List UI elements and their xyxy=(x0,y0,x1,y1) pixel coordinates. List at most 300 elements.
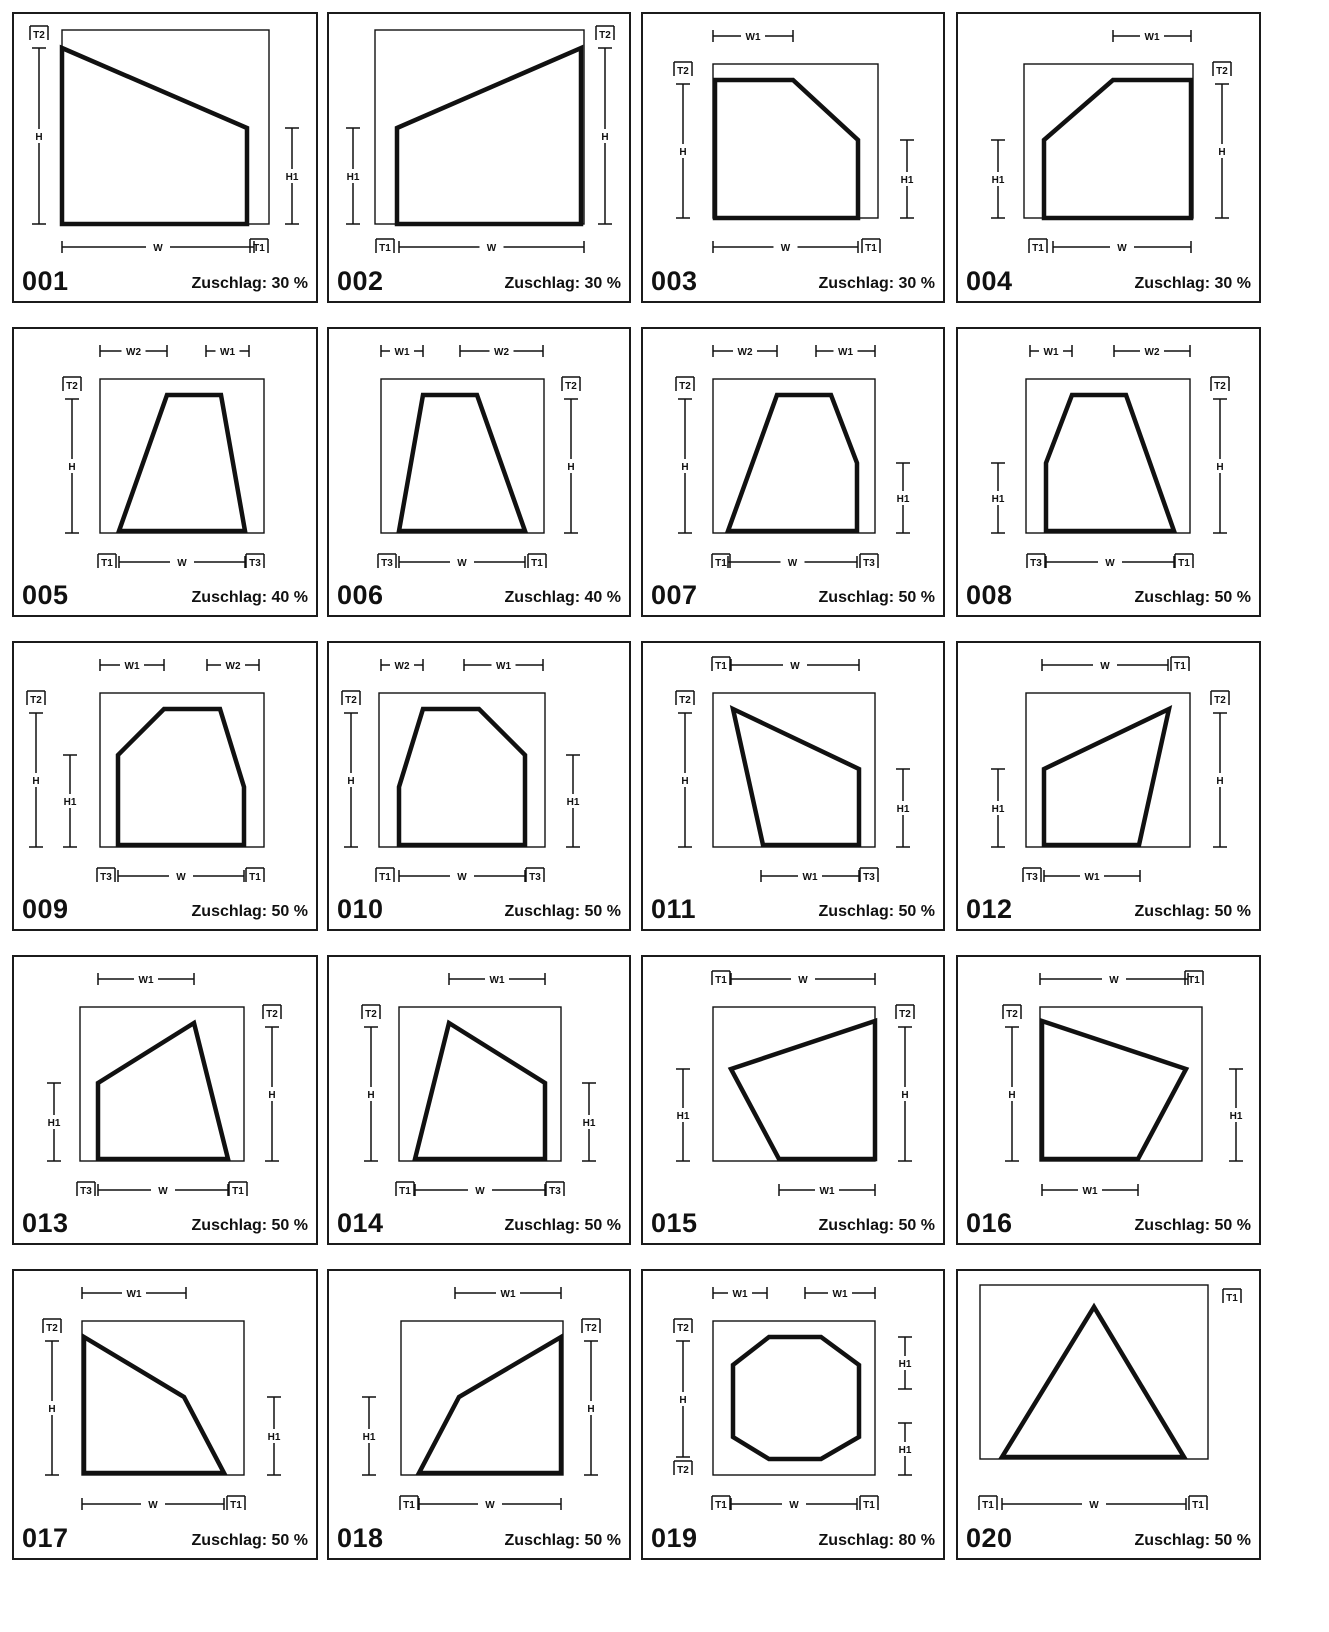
svg-text:W1: W1 xyxy=(832,1289,848,1300)
shape-number: 016 xyxy=(966,1208,1013,1238)
shape-number: 011 xyxy=(651,894,697,924)
svg-text:W1: W1 xyxy=(819,1186,835,1197)
dimension-w xyxy=(399,240,584,254)
shape-number: 013 xyxy=(22,1208,69,1238)
glass-shape-outline xyxy=(1044,80,1191,218)
dimension-h1 xyxy=(359,1397,379,1475)
svg-text:W2: W2 xyxy=(494,347,509,358)
shape-card xyxy=(956,1269,1261,1560)
svg-text:H: H xyxy=(679,147,687,158)
dimension-t1 xyxy=(400,1496,418,1511)
shape-number: 017 xyxy=(22,1523,69,1553)
svg-text:T1: T1 xyxy=(403,1500,415,1511)
shape-card xyxy=(956,12,1261,303)
dimension-t3 xyxy=(546,1182,564,1197)
dimension-w2 xyxy=(381,658,423,672)
svg-text:T1: T1 xyxy=(715,558,727,569)
svg-text:W1: W1 xyxy=(138,975,154,986)
svg-text:H1: H1 xyxy=(676,1111,690,1122)
glass-shape-outline xyxy=(731,1021,875,1159)
dimension-t3 xyxy=(1023,868,1041,883)
svg-text:W1: W1 xyxy=(220,347,235,358)
surcharge-label: Zuschlag: 50 % xyxy=(504,1532,621,1549)
shape-card xyxy=(956,955,1261,1245)
dimension-h xyxy=(341,713,361,847)
dimension-w1 xyxy=(100,658,164,672)
svg-text:T3: T3 xyxy=(80,1186,92,1197)
shape-number: 003 xyxy=(651,266,698,296)
glass-shape-outline xyxy=(84,1337,224,1473)
dimension-w2 xyxy=(1114,344,1190,358)
shape-diagram xyxy=(643,14,947,305)
dimension-w1 xyxy=(449,972,545,986)
dimension-w1 xyxy=(464,658,543,672)
glass-shape-outline xyxy=(118,709,244,845)
svg-text:T1: T1 xyxy=(715,975,727,986)
svg-text:T2: T2 xyxy=(30,695,42,706)
surcharge-label: Zuschlag: 30 % xyxy=(504,275,621,292)
svg-text:W: W xyxy=(1100,661,1110,672)
glass-shape-outline xyxy=(1002,1307,1184,1457)
dimension-w1 xyxy=(816,344,875,358)
dimension-w1 xyxy=(1044,869,1140,883)
svg-text:T3: T3 xyxy=(100,872,112,883)
svg-text:H: H xyxy=(68,462,76,473)
svg-text:T2: T2 xyxy=(585,1323,597,1334)
svg-text:H1: H1 xyxy=(362,1432,376,1443)
shape-card xyxy=(327,327,631,617)
dimension-w xyxy=(713,240,858,254)
svg-text:W: W xyxy=(158,1186,168,1197)
dimension-t2 xyxy=(562,377,580,392)
dimension-t1 xyxy=(1171,657,1189,672)
svg-text:H1: H1 xyxy=(47,1118,61,1129)
svg-text:W2: W2 xyxy=(394,661,410,672)
dimension-w2 xyxy=(207,658,259,672)
svg-text:W1: W1 xyxy=(838,347,853,358)
dimension-h xyxy=(675,713,695,847)
svg-text:H: H xyxy=(1216,776,1224,787)
dimension-t2 xyxy=(30,26,48,41)
surcharge-label: Zuschlag: 50 % xyxy=(504,1217,621,1234)
dimension-t3 xyxy=(378,554,396,569)
shape-card xyxy=(12,1269,318,1560)
svg-text:T2: T2 xyxy=(1214,695,1226,706)
svg-text:H: H xyxy=(901,1090,909,1101)
svg-text:H: H xyxy=(1216,462,1224,473)
dimension-t2 xyxy=(1211,377,1229,392)
svg-text:H1: H1 xyxy=(896,804,910,815)
svg-text:W1: W1 xyxy=(1043,347,1059,358)
shape-card xyxy=(641,955,945,1245)
dimension-h xyxy=(62,399,82,533)
shape-diagram xyxy=(14,643,320,933)
svg-text:T1: T1 xyxy=(232,1186,244,1197)
dimension-t2 xyxy=(1211,691,1229,706)
dimension-w xyxy=(82,1497,224,1511)
svg-text:H1: H1 xyxy=(898,1359,912,1370)
shape-number: 020 xyxy=(966,1523,1013,1553)
svg-text:H1: H1 xyxy=(346,172,360,183)
shape-card xyxy=(641,641,945,931)
shape-number: 009 xyxy=(22,894,69,924)
dimension-w1 xyxy=(455,1286,561,1300)
svg-text:W: W xyxy=(457,872,467,883)
svg-text:T1: T1 xyxy=(399,1186,411,1197)
dimension-t1 xyxy=(860,1496,878,1511)
glass-shape-outline xyxy=(733,1337,859,1459)
glass-shape-outline xyxy=(415,1023,545,1159)
dimension-t2 xyxy=(63,377,81,392)
dimension-w xyxy=(415,1183,545,1197)
shape-card xyxy=(327,641,631,931)
svg-text:T2: T2 xyxy=(677,66,689,77)
svg-text:T2: T2 xyxy=(899,1009,911,1020)
shape-card xyxy=(327,955,631,1245)
dimension-w1 xyxy=(98,972,194,986)
bounding-frame xyxy=(401,1321,563,1475)
shape-card xyxy=(641,327,945,617)
svg-text:H1: H1 xyxy=(267,1432,281,1443)
svg-text:H: H xyxy=(587,1404,595,1415)
bounding-frame xyxy=(713,693,875,847)
surcharge-label: Zuschlag: 50 % xyxy=(1134,1217,1251,1234)
surcharge-label: Zuschlag: 50 % xyxy=(191,1532,308,1549)
svg-text:H: H xyxy=(567,462,575,473)
dimension-h xyxy=(895,1027,915,1161)
svg-text:T3: T3 xyxy=(249,558,261,569)
dimension-t1 xyxy=(376,239,394,254)
bounding-frame xyxy=(713,64,878,218)
glass-shape-outline xyxy=(1044,709,1169,845)
dimension-t1 xyxy=(227,1496,245,1511)
dimension-w xyxy=(399,555,525,569)
dimension-h1 xyxy=(264,1397,284,1475)
svg-text:T3: T3 xyxy=(381,558,393,569)
dimension-h xyxy=(673,1341,693,1457)
dimension-w1 xyxy=(206,344,249,358)
svg-text:H1: H1 xyxy=(900,175,914,186)
dimension-h xyxy=(262,1027,282,1161)
dimension-w2 xyxy=(460,344,543,358)
shape-diagram xyxy=(329,643,633,933)
dimension-h xyxy=(26,713,46,847)
shape-number: 008 xyxy=(966,580,1013,610)
svg-text:W: W xyxy=(177,558,187,569)
svg-text:T1: T1 xyxy=(379,872,391,883)
svg-text:H1: H1 xyxy=(991,175,1005,186)
shape-diagram xyxy=(329,957,633,1247)
shape-card xyxy=(327,12,631,303)
dimension-h1 xyxy=(563,755,583,847)
svg-text:T3: T3 xyxy=(1030,558,1042,569)
svg-text:T2: T2 xyxy=(677,1323,689,1334)
svg-text:W2: W2 xyxy=(126,347,141,358)
dimension-h1 xyxy=(44,1083,64,1161)
svg-text:T2: T2 xyxy=(565,381,577,392)
shape-diagram xyxy=(14,14,320,305)
dimension-h1 xyxy=(895,1337,915,1389)
svg-text:H1: H1 xyxy=(566,797,580,808)
dimension-t1 xyxy=(376,868,394,883)
dimension-h1 xyxy=(895,1423,915,1475)
svg-text:H: H xyxy=(48,1404,56,1415)
surcharge-label: Zuschlag: 50 % xyxy=(818,589,935,606)
dimension-h1 xyxy=(343,128,363,224)
svg-text:W: W xyxy=(153,243,163,254)
svg-text:W1: W1 xyxy=(732,1289,748,1300)
dimension-t3 xyxy=(860,868,878,883)
dimension-h1 xyxy=(60,755,80,847)
shape-diagram xyxy=(643,1271,947,1562)
surcharge-label: Zuschlag: 40 % xyxy=(504,589,621,606)
dimension-h xyxy=(1210,399,1230,533)
dimension-t1 xyxy=(1223,1289,1241,1304)
glass-shape-outline xyxy=(733,709,859,845)
svg-text:W: W xyxy=(486,243,497,254)
svg-text:T1: T1 xyxy=(865,243,877,254)
svg-text:W: W xyxy=(475,1186,485,1197)
shape-card xyxy=(641,12,945,303)
svg-text:T1: T1 xyxy=(1226,1293,1238,1304)
svg-text:T3: T3 xyxy=(863,558,875,569)
surcharge-label: Zuschlag: 30 % xyxy=(1134,275,1251,292)
bounding-frame xyxy=(399,1007,561,1161)
dimension-h xyxy=(361,1027,381,1161)
svg-text:W: W xyxy=(457,558,467,569)
surcharge-label: Zuschlag: 50 % xyxy=(818,1217,935,1234)
dimension-t2 xyxy=(582,1319,600,1334)
svg-text:T2: T2 xyxy=(677,1465,689,1476)
dimension-t1 xyxy=(528,554,546,569)
dimension-t2 xyxy=(674,1461,692,1476)
dimension-h xyxy=(1212,84,1232,218)
svg-text:T3: T3 xyxy=(1026,872,1038,883)
svg-text:T1: T1 xyxy=(863,1500,875,1511)
dimension-t2 xyxy=(362,1005,380,1020)
dimension-w2 xyxy=(100,344,167,358)
svg-text:T2: T2 xyxy=(46,1323,58,1334)
dimension-h1 xyxy=(988,140,1008,218)
dimension-h xyxy=(1002,1027,1022,1161)
svg-text:T2: T2 xyxy=(1216,66,1228,77)
shape-number: 010 xyxy=(337,894,384,924)
surcharge-label: Zuschlag: 40 % xyxy=(191,589,308,606)
glass-shape-outline xyxy=(399,709,525,845)
svg-text:W1: W1 xyxy=(489,975,505,986)
svg-text:W: W xyxy=(798,975,808,986)
glass-shape-outline xyxy=(397,48,581,224)
svg-text:T2: T2 xyxy=(1006,1009,1018,1020)
dimension-w xyxy=(728,555,857,569)
svg-text:T2: T2 xyxy=(66,381,78,392)
shape-diagram xyxy=(958,14,1263,305)
dimension-t2 xyxy=(896,1005,914,1020)
dimension-t2 xyxy=(1213,62,1231,77)
svg-text:T1: T1 xyxy=(715,661,727,672)
dimension-t3 xyxy=(246,554,264,569)
svg-text:T1: T1 xyxy=(982,1500,994,1511)
dimension-w xyxy=(731,658,859,672)
svg-text:T2: T2 xyxy=(1214,381,1226,392)
dimension-h1 xyxy=(579,1083,599,1161)
shape-diagram xyxy=(329,1271,633,1562)
svg-text:T2: T2 xyxy=(679,695,691,706)
svg-text:T3: T3 xyxy=(549,1186,561,1197)
dimension-t2 xyxy=(674,62,692,77)
shape-card xyxy=(12,641,318,931)
bounding-frame xyxy=(82,1321,244,1475)
svg-text:W1: W1 xyxy=(394,347,410,358)
svg-text:H: H xyxy=(347,776,355,787)
svg-text:T2: T2 xyxy=(33,30,45,41)
svg-text:H: H xyxy=(681,462,689,473)
dimension-h1 xyxy=(988,769,1008,847)
shape-diagram xyxy=(643,643,947,933)
dimension-t1 xyxy=(229,1182,247,1197)
dimension-t2 xyxy=(674,1319,692,1334)
dimension-w1 xyxy=(1042,1183,1138,1197)
svg-text:H1: H1 xyxy=(1229,1111,1243,1122)
svg-text:T1: T1 xyxy=(1032,243,1044,254)
dimension-t2 xyxy=(596,26,614,41)
surcharge-label: Zuschlag: 50 % xyxy=(818,903,935,920)
dimension-h xyxy=(1210,713,1230,847)
shape-diagram xyxy=(14,329,320,619)
dimension-w xyxy=(419,1497,561,1511)
svg-text:T1: T1 xyxy=(1192,1500,1204,1511)
svg-text:W: W xyxy=(148,1500,158,1511)
dimension-w xyxy=(1042,658,1168,672)
dimension-w xyxy=(1002,1497,1186,1511)
dimension-h1 xyxy=(1226,1069,1246,1161)
svg-text:W1: W1 xyxy=(496,661,511,672)
svg-text:T1: T1 xyxy=(1188,975,1200,986)
dimension-h1 xyxy=(673,1069,693,1161)
dimension-t1 xyxy=(250,239,268,254)
svg-text:T2: T2 xyxy=(345,695,357,706)
svg-text:H: H xyxy=(601,132,609,143)
svg-text:H1: H1 xyxy=(63,797,77,808)
shape-diagram xyxy=(14,957,320,1247)
svg-text:W1: W1 xyxy=(124,661,140,672)
dimension-t2 xyxy=(43,1319,61,1334)
svg-text:H: H xyxy=(35,132,43,143)
dimension-w1 xyxy=(713,1286,767,1300)
svg-text:W2: W2 xyxy=(1144,347,1160,358)
shape-card xyxy=(12,12,318,303)
dimension-h xyxy=(42,1341,62,1475)
svg-text:T3: T3 xyxy=(529,872,541,883)
dimension-h1 xyxy=(893,769,913,847)
svg-text:W: W xyxy=(176,872,186,883)
shape-diagram xyxy=(329,14,633,305)
dimension-h1 xyxy=(893,463,913,533)
dimension-t2 xyxy=(27,691,45,706)
svg-text:T1: T1 xyxy=(253,243,265,254)
dimension-h xyxy=(675,399,695,533)
shape-diagram xyxy=(958,329,1263,619)
glass-shape-outline xyxy=(98,1023,228,1159)
svg-text:W1: W1 xyxy=(1082,1186,1098,1197)
shape-number: 012 xyxy=(966,894,1013,924)
dimension-t2 xyxy=(676,377,694,392)
svg-text:W: W xyxy=(1089,1500,1099,1511)
svg-text:T1: T1 xyxy=(249,872,261,883)
dimension-h xyxy=(673,84,693,218)
svg-text:T2: T2 xyxy=(679,381,691,392)
dimension-t1 xyxy=(862,239,880,254)
dimension-t1 xyxy=(979,1496,997,1511)
dimension-t1 xyxy=(1175,554,1193,569)
svg-text:W: W xyxy=(789,1500,799,1511)
shape-diagram xyxy=(14,1271,320,1562)
dimension-w xyxy=(1046,555,1174,569)
shape-number: 006 xyxy=(337,580,384,610)
glass-shape-outline xyxy=(1042,1021,1186,1159)
shape-card xyxy=(641,1269,945,1560)
surcharge-label: Zuschlag: 50 % xyxy=(191,903,308,920)
svg-text:H1: H1 xyxy=(898,1445,912,1456)
svg-text:T3: T3 xyxy=(863,872,875,883)
dimension-w xyxy=(1053,240,1191,254)
dimension-h xyxy=(581,1341,601,1475)
shape-diagram xyxy=(958,957,1263,1247)
shape-card xyxy=(956,641,1261,931)
shape-number: 018 xyxy=(337,1523,384,1553)
dimension-t1 xyxy=(396,1182,414,1197)
svg-text:W2: W2 xyxy=(225,661,241,672)
bounding-frame xyxy=(1024,64,1193,218)
dimension-h xyxy=(595,48,615,224)
svg-text:H: H xyxy=(268,1090,276,1101)
dimension-t3 xyxy=(526,868,544,883)
dimension-h xyxy=(561,399,581,533)
dimension-w xyxy=(119,555,245,569)
svg-text:H: H xyxy=(681,776,689,787)
svg-text:H: H xyxy=(32,776,40,787)
svg-text:T1: T1 xyxy=(230,1500,242,1511)
shape-diagram xyxy=(329,329,633,619)
surcharge-label: Zuschlag: 50 % xyxy=(504,903,621,920)
dimension-w xyxy=(731,972,875,986)
dimension-t3 xyxy=(1027,554,1045,569)
dimension-w xyxy=(1040,972,1188,986)
svg-text:W: W xyxy=(1105,558,1115,569)
svg-text:T1: T1 xyxy=(531,558,543,569)
shape-diagram xyxy=(958,1271,1263,1562)
svg-text:T1: T1 xyxy=(1174,661,1186,672)
svg-text:H1: H1 xyxy=(285,172,299,183)
svg-text:W2: W2 xyxy=(737,347,753,358)
shape-number: 001 xyxy=(22,266,69,296)
dimension-t1 xyxy=(712,657,730,672)
glass-shape-outline xyxy=(62,48,247,224)
bounding-frame xyxy=(713,1321,875,1475)
surcharge-label: Zuschlag: 50 % xyxy=(1134,589,1251,606)
dimension-h1 xyxy=(988,463,1008,533)
glass-shape-outline xyxy=(119,395,245,531)
svg-text:W: W xyxy=(787,558,798,569)
surcharge-label: Zuschlag: 50 % xyxy=(1134,903,1251,920)
shape-card xyxy=(12,327,318,617)
dimension-w1 xyxy=(1030,344,1072,358)
svg-text:T1: T1 xyxy=(379,243,391,254)
dimension-t1 xyxy=(246,868,264,883)
dimension-w1 xyxy=(1113,29,1191,43)
surcharge-label: Zuschlag: 80 % xyxy=(818,1532,935,1549)
shape-number: 015 xyxy=(651,1208,698,1238)
